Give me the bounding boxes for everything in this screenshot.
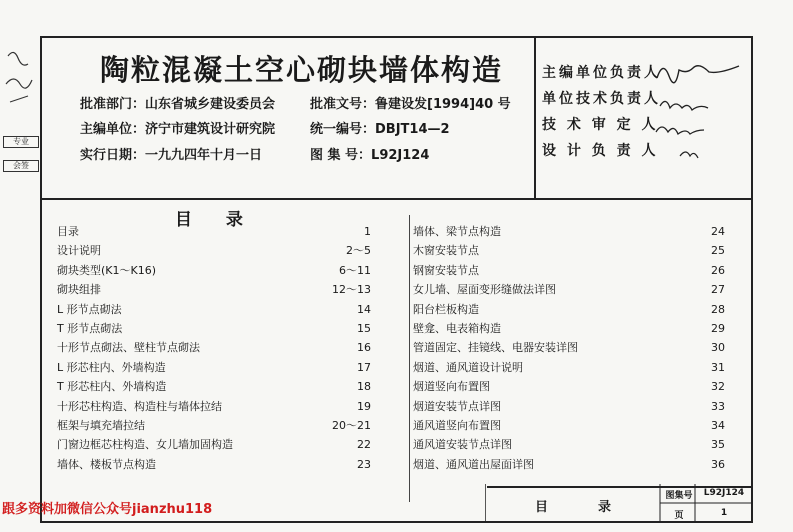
toc-item-page: 32 xyxy=(711,380,725,394)
toc-item-page: 14 xyxy=(357,302,371,316)
toc-item-page: 26 xyxy=(711,263,725,277)
toc-item xyxy=(413,280,725,299)
header-divider xyxy=(534,38,536,198)
toc-item-page: 29 xyxy=(711,321,725,335)
toc-item-title: 木窗安装节点 xyxy=(413,244,479,258)
toc-item xyxy=(57,280,371,299)
watermark-text: 跟多资料加微信公众号jianzhu118 xyxy=(2,502,213,517)
toc-item xyxy=(57,338,371,357)
toc-item xyxy=(413,455,725,474)
footer-page-label: 页 xyxy=(674,511,684,521)
toc-item-title: 女儿墙、屋面变形缝做法详图 xyxy=(413,283,556,297)
toc-item-title: 通风道竖向布置图 xyxy=(413,418,501,432)
toc-item-title: T 形芯柱内、外墙构造 xyxy=(57,380,167,394)
toc-item xyxy=(57,300,371,319)
toc-item-title: 设计说明 xyxy=(57,244,101,258)
toc-column-divider xyxy=(409,215,410,502)
toc-item xyxy=(413,261,725,280)
toc-item-page: 23 xyxy=(357,457,371,471)
toc-item-title: 通风道安装节点详图 xyxy=(413,438,512,452)
toc-item xyxy=(413,241,725,260)
approval-doc: 批准文号：鲁建设发[1994]40 号 xyxy=(310,97,511,112)
toc-item xyxy=(57,455,371,474)
toc-item xyxy=(57,435,371,454)
signature-design-head: 设 计 负 责 人 xyxy=(542,143,659,159)
approval-dept: 批准部门：山东省城乡建设委员会 xyxy=(80,97,276,112)
toc-item xyxy=(413,377,725,396)
toc-item-title: 烟道安装节点详图 xyxy=(413,399,501,413)
footer-page-value: 1 xyxy=(720,508,728,518)
toc-item-title: 门窗边框芯柱构造、女儿墙加固构造 xyxy=(57,438,233,452)
toc-item xyxy=(57,222,371,241)
toc-item-title: 壁龛、电表箱构造 xyxy=(413,321,501,335)
toc-item-title: 烟道、通风道设计说明 xyxy=(413,360,523,374)
toc-item-page: 16 xyxy=(357,341,371,355)
toc-right-column xyxy=(413,222,725,474)
toc-item-page: 17 xyxy=(357,360,371,374)
toc-item-title: 钢窗安装节点 xyxy=(413,263,479,277)
toc-item-title: 框架与填充墙拉结 xyxy=(57,418,145,432)
toc-item-page: 18 xyxy=(357,380,371,394)
toc-item-title: L 形芯柱内、外墙构造 xyxy=(57,360,166,374)
toc-item xyxy=(57,397,371,416)
side-strip xyxy=(0,36,40,186)
toc-item-page: 19 xyxy=(357,399,371,413)
document-title: 陶粒混凝土空心砌块墙体构造 xyxy=(100,53,504,87)
footer-atlas-label: 图集号 xyxy=(665,491,693,501)
toc-item-page: 6～11 xyxy=(339,263,371,277)
toc-item-page: 22 xyxy=(357,438,371,452)
toc-item-page: 36 xyxy=(711,457,725,471)
toc-item xyxy=(413,300,725,319)
toc-item-page: 30 xyxy=(711,341,725,355)
toc-item-title: 烟道竖向布置图 xyxy=(413,380,490,394)
toc-item-page: 34 xyxy=(711,418,725,432)
toc-item-page: 33 xyxy=(711,399,725,413)
toc-item xyxy=(413,319,725,338)
toc-item xyxy=(57,261,371,280)
toc-item-page: 12～13 xyxy=(332,283,371,297)
toc-item xyxy=(413,397,725,416)
side-label-specialty: 专业 xyxy=(3,136,39,148)
footer-atlas-value: L92J124 xyxy=(703,488,745,498)
toc-item-title: 墙体、楼板节点构造 xyxy=(57,457,156,471)
effective-date: 实行日期：一九九四年十月一日 xyxy=(80,148,263,163)
toc-item xyxy=(413,416,725,435)
toc-item xyxy=(57,241,371,260)
toc-item-title: 管道固定、挂镜线、电器安装详图 xyxy=(413,341,578,355)
side-label-cosign: 会签 xyxy=(3,160,39,172)
toc-item-page: 25 xyxy=(711,244,725,258)
toc-item-page: 2～5 xyxy=(346,244,371,258)
toc-item-page: 31 xyxy=(711,360,725,374)
toc-item-title: 十形节点砌法、壁柱节点砌法 xyxy=(57,341,200,355)
footer-sheet-name-2: 录 xyxy=(598,500,612,515)
toc-item-title: T 形节点砌法 xyxy=(57,321,123,335)
toc-item xyxy=(57,377,371,396)
toc-item-title: L 形节点砌法 xyxy=(57,302,122,316)
toc-item-page: 28 xyxy=(711,302,725,316)
toc-item xyxy=(413,435,725,454)
atlas-number: 图 集 号：L92J124 xyxy=(310,148,430,163)
toc-item-title: 砌块组排 xyxy=(57,283,101,297)
toc-item xyxy=(57,358,371,377)
toc-item-page: 24 xyxy=(711,225,725,238)
toc-item-title: 十形芯柱构造、构造柱与墙体拉结 xyxy=(57,399,222,413)
signature-editor-head: 主编单位负责人 xyxy=(542,65,661,81)
toc-item-title: 墙体、梁节点构造 xyxy=(413,225,501,238)
signature-reviewer: 技 术 审 定 人 xyxy=(542,117,659,133)
toc-item-page: 20～21 xyxy=(332,418,371,432)
handwritten-signatures xyxy=(652,56,747,166)
unified-number: 统一编号：DBJT14—2 xyxy=(310,122,450,137)
toc-item-title: 烟道、通风道出屋面详图 xyxy=(413,457,534,471)
editor-unit: 主编单位：济宁市建筑设计研究院 xyxy=(80,122,276,137)
toc-item xyxy=(413,358,725,377)
toc-item xyxy=(413,222,725,241)
toc-item xyxy=(57,319,371,338)
toc-item xyxy=(57,416,371,435)
signature-tech-head: 单位技术负责人 xyxy=(542,91,661,107)
footer-sheet-name-1: 目 xyxy=(535,500,549,515)
toc-item-page: 1 xyxy=(364,225,371,238)
toc-left-column xyxy=(57,222,371,474)
header-separator xyxy=(42,198,751,200)
toc-item-page: 15 xyxy=(357,321,371,335)
toc-item-page: 35 xyxy=(711,438,725,452)
toc-item-title: 砌块类型(K1～K16) xyxy=(57,263,157,277)
toc-item-title: 目录 xyxy=(57,225,79,238)
toc-item xyxy=(413,338,725,357)
toc-item-title: 阳台栏板构造 xyxy=(413,302,479,316)
side-handwriting xyxy=(0,36,40,116)
toc-item-page: 27 xyxy=(711,283,725,297)
toc-title: 目 录 xyxy=(175,210,257,230)
